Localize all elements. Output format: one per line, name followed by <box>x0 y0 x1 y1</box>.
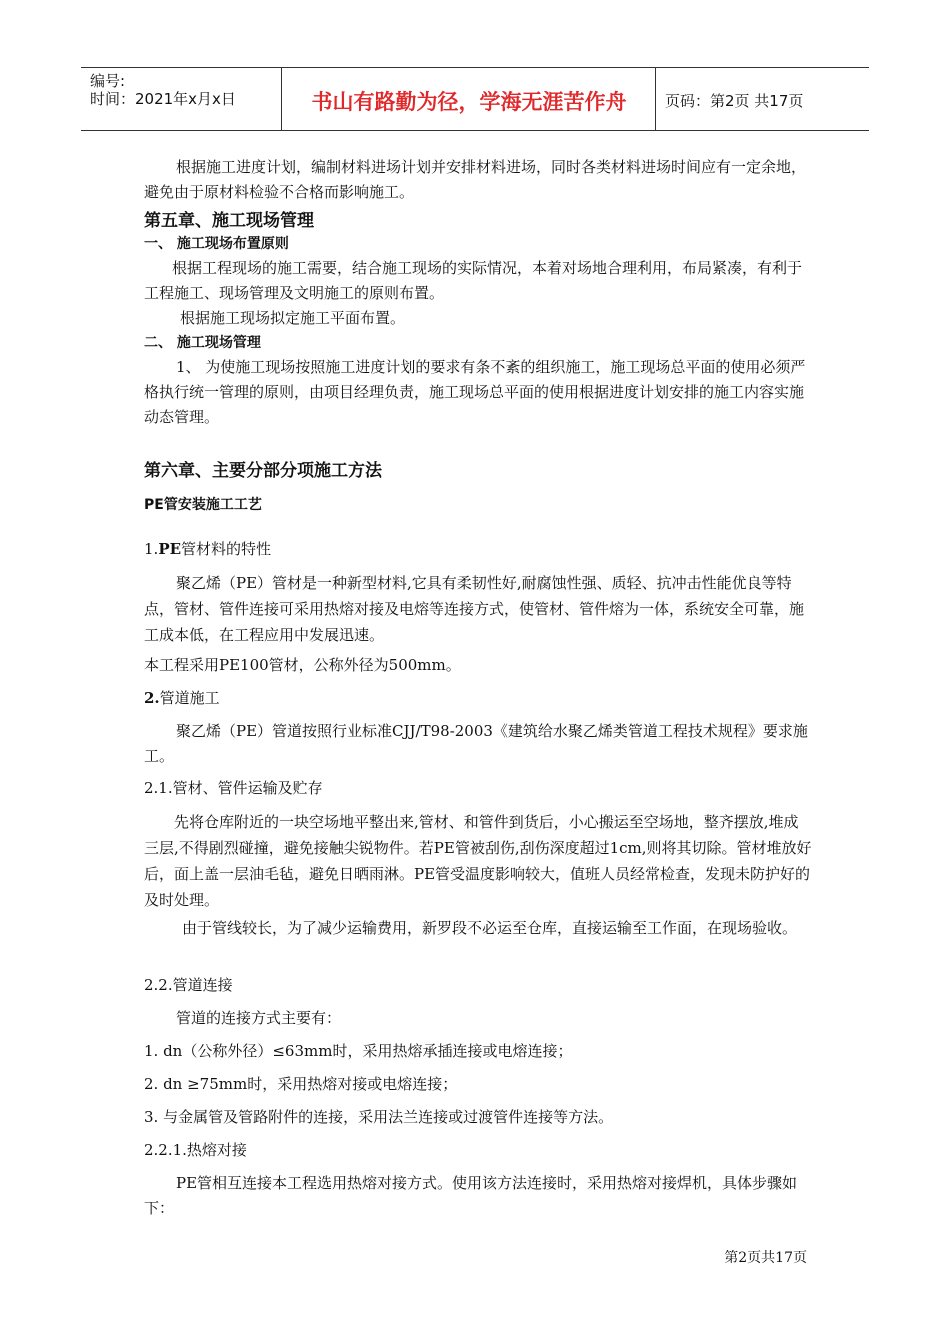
chapter-heading: 第六章、主要分部分项施工方法 <box>144 461 382 481</box>
chapter-heading: 第五章、施工现场管理 <box>144 211 314 231</box>
paragraph: 根据施工现场拟定施工平面布置。 <box>180 309 406 327</box>
heading-number: 1. <box>144 540 159 558</box>
section-heading: 一、 施工现场布置原则 <box>144 236 289 252</box>
numbered-heading <box>144 537 812 562</box>
numbered-heading: 2.2.1.热熔对接 <box>144 1141 247 1159</box>
header-page-label: 页码：第2页 共17页 <box>665 92 804 110</box>
paragraph: 根据工程现场的施工需要，结合施工现场的实际情况，本着对场地合理利用，布局紧凑，有利于工程施工、现场管理及文明施工的原则布置。 <box>144 259 803 302</box>
paragraph: 聚乙烯（PE）管材是一种新型材料,它具有柔韧性好,耐腐蚀性强、质轻、抗冲击性能优良等特点，管材、管件连接可采用热熔对接及电熔等连接方式，使管材、管件熔为一体，系统安全可靠，施工成本低，在工程应用中发展迅速。 <box>144 574 805 644</box>
header-divider <box>281 68 282 130</box>
numbered-heading <box>144 686 812 711</box>
paragraph: 聚乙烯（PE）管道按照行业标准CJJ/T98-2003《建筑给水聚乙烯类管道工程技术规程》要求施工。 <box>144 722 808 765</box>
page-header <box>81 67 869 131</box>
numbered-heading: 2.1.管材、管件运输及贮存 <box>144 779 323 797</box>
subsection-title: PE管安装施工工艺 <box>144 497 262 513</box>
list-item: 1. dn（公称外径）≤63mm时，采用热熔承插连接或电熔连接； <box>144 1042 573 1060</box>
numbered-heading: 2.2.管道连接 <box>144 976 233 994</box>
list-item: 2. dn ≥75mm时，采用热熔对接或电熔连接； <box>144 1075 458 1093</box>
list-item: 3. 与金属管及管路附件的连接，采用法兰连接或过渡管件连接等方法。 <box>144 1108 614 1126</box>
paragraph: 由于管线较长，为了减少运输费用，新罗段不必运至仓库，直接运输至工作面，在现场验收。 <box>182 919 798 937</box>
paragraph: 本工程采用PE100管材，公称外径为500mm。 <box>144 656 461 674</box>
paragraph: 1、 为使施工现场按照施工进度计划的要求有条不紊的组织施工，施工现场总平面的使用必须严格执行统一管理的原则，由项目经理负责，施工现场总平面的使用根据进度计划安排的施工内容实施动态管理。 <box>144 358 806 426</box>
paragraph: PE管相互连接本工程选用热熔对接方式。使用该方法连接时，采用热熔对接焊机，具体步骤如下： <box>144 1174 798 1217</box>
header-meta <box>90 72 236 108</box>
paragraph: 根据施工进度计划，编制材料进场计划并安排材料进场，同时各类材料进场时间应有一定余地，避免由于原材料检验不合格而影响施工。 <box>144 158 807 201</box>
heading-text: 管材料的特性 <box>181 540 272 558</box>
header-motto: 书山有路勤为径，学海无涯苦作舟 <box>311 90 627 114</box>
heading-bold: PE <box>158 540 182 558</box>
heading-number: 2. <box>144 689 160 707</box>
header-divider <box>655 68 656 130</box>
time-label: 时间：2021年x月x日 <box>90 90 236 108</box>
page-footer: 第2页共17页 <box>724 1250 807 1266</box>
heading-text: 管道施工 <box>159 689 220 707</box>
section-heading: 二、 施工现场管理 <box>144 335 261 351</box>
paragraph: 管道的连接方式主要有： <box>176 1009 342 1027</box>
code-label: 编号: <box>90 72 126 90</box>
paragraph: 先将仓库附近的一块空场地平整出来,管材、和管件到货后，小心搬运至空场地，整齐摆放,堆成三层,不得剧烈碰撞，避免接触尖锐物件。若PE管被刮伤,刮伤深度超过1cm,则将其切除。管材堆放好后，面上盖一层油毛毡，避免日晒雨淋。PE管受温度影响较大，值班人员经常检查，发现未防护好的及时处理。 <box>144 813 812 909</box>
